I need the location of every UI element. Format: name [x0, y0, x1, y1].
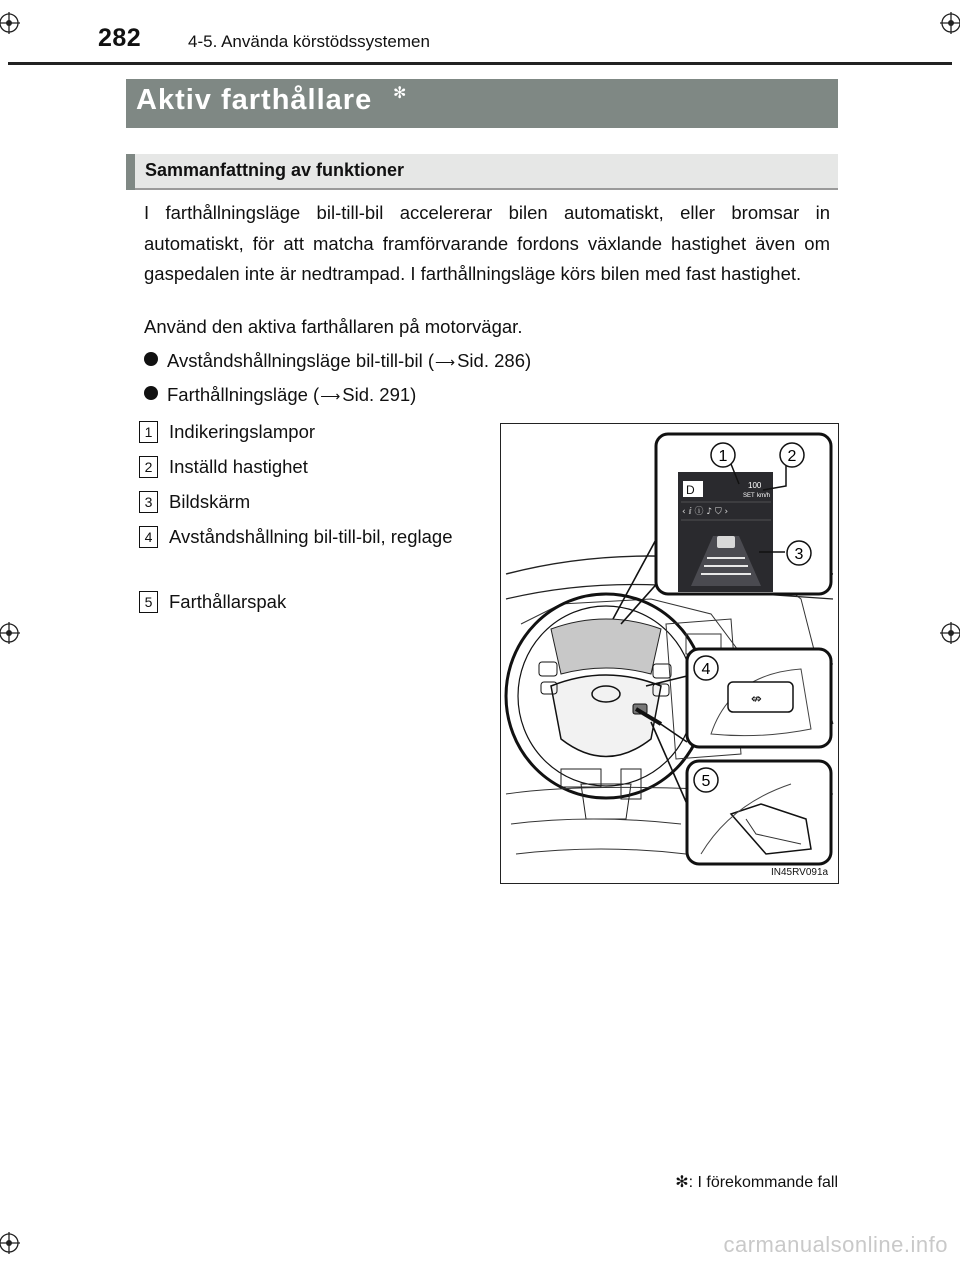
subtitle-accent	[126, 154, 135, 190]
legend-label: Bildskärm	[169, 491, 251, 512]
callout-4: 4	[701, 661, 711, 678]
legend-number: 5	[139, 591, 158, 613]
usage-note: Använd den aktiva farthållaren på motorvägar.	[144, 316, 523, 337]
bullet-dot-icon	[144, 386, 158, 400]
section-title: Aktiv farthållare	[136, 84, 373, 116]
callout-2: 2	[787, 448, 797, 465]
header-rule	[8, 62, 952, 65]
bullet-text: Farthållningsläge (	[167, 384, 320, 405]
callout-5: 5	[701, 773, 711, 790]
footnote	[675, 1172, 838, 1192]
bullet-dot-icon	[144, 352, 158, 366]
footnote-marker: ✻	[675, 1174, 689, 1191]
legend-label: Farthållarspak	[169, 591, 287, 612]
legend-number: 1	[139, 421, 158, 443]
body-paragraph: I farthållningsläge bil-till-bil accelererar bilen automatiskt, eller bromsar in automatiskt, för att matcha framförvarande fordons växlande hastighet även om gaspedalen inte är nedtrampad. I farthållningsläge körs bilen med fast hastighet.	[144, 202, 830, 284]
arrow-right-icon: ⟶	[435, 354, 456, 370]
display-set: SET	[743, 493, 755, 499]
display-speed: 100	[748, 481, 762, 490]
legend-number: 4	[139, 526, 158, 548]
callout-3: 3	[794, 546, 804, 563]
legend-number: 3	[139, 491, 158, 513]
availability-marker: ✻	[393, 85, 407, 102]
display-gear: D	[686, 483, 695, 497]
display-unit: km/h	[757, 493, 771, 499]
bullet-item	[144, 384, 416, 406]
registration-mark	[0, 12, 20, 34]
figure-code: IN45RV091a	[771, 867, 829, 878]
subtitle: Sammanfattning av funktioner	[145, 160, 405, 180]
watermark: carmanualsonline.info	[723, 1232, 948, 1257]
page-reference[interactable]: Sid. 286)	[457, 350, 532, 371]
legend-label: Indikeringslampor	[169, 421, 316, 442]
footnote-text: : I förekommande fall	[688, 1174, 838, 1191]
registration-mark	[0, 622, 20, 644]
legend-label: Inställd hastighet	[169, 456, 308, 477]
page-reference[interactable]: Sid. 291)	[342, 384, 417, 405]
registration-mark	[0, 1232, 20, 1254]
page-number: 282	[98, 24, 142, 52]
legend-number: 2	[139, 456, 158, 478]
registration-mark	[940, 622, 960, 644]
bullet-item	[144, 350, 531, 372]
legend-label: Avståndshållning bil-till-bil, reglage	[169, 526, 453, 547]
svg-text:‹ ⅈ ⓘ ♪ ⛉ ›: ‹ ⅈ ⓘ ♪ ⛉ ›	[682, 507, 729, 517]
callout-1: 1	[718, 448, 728, 465]
cockpit-illustration	[500, 423, 839, 884]
running-head: 4-5. Använda körstödssystemen	[188, 32, 430, 51]
registration-mark	[940, 12, 960, 34]
arrow-right-icon: ⟶	[320, 388, 341, 404]
bullet-text: Avståndshållningsläge bil-till-bil (	[167, 350, 435, 371]
distance-switch-icon: ⇎	[751, 692, 762, 707]
